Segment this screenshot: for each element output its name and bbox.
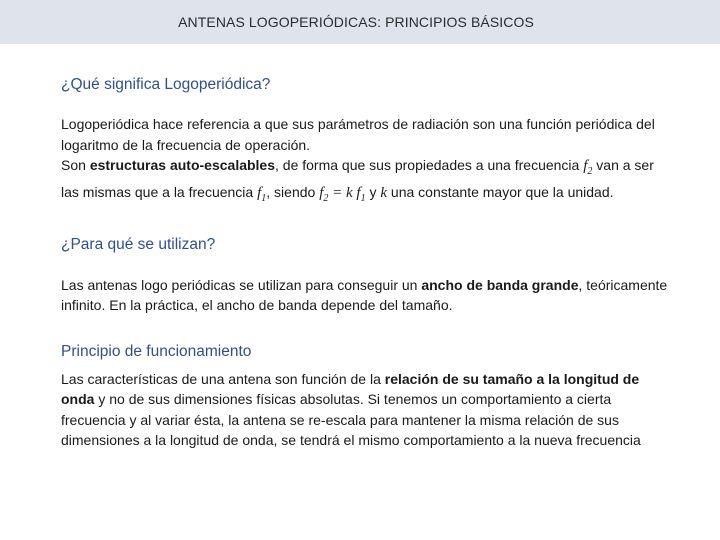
text-span: , teóricamente infinito. En la práctica, el ancho de banda depende del tamaño.: [61, 276, 668, 314]
text-span: y no de sus dimensiones físicas absolutas. Si tenemos un comportamiento a cierta frecuencia y al variar ésta, la antena se re-escala para mantener la misma relación de sus dimensiones a la longitud de onda, se tendrá el mismo comportamiento a la nueva frecuencia: [61, 391, 641, 449]
math-subscript: 2: [323, 193, 329, 205]
text-span: Las características de una antena son función de la: [61, 370, 385, 387]
math-subscript: 1: [360, 193, 366, 205]
text-span: , de forma que sus propiedades a una frecuencia: [275, 157, 584, 173]
bold-term-auto-escalables: estructuras auto-escalables: [89, 157, 276, 173]
math-f: f: [257, 185, 262, 202]
text-span: una constante mayor que la unidad.: [387, 184, 614, 201]
math-f: f: [319, 185, 324, 202]
math-subscript: 2: [587, 165, 593, 177]
text-span: , siendo: [266, 184, 320, 201]
slide-title: ANTENAS LOGOPERIÓDICAS: PRINCIPIOS BÁSICOS: [178, 14, 534, 30]
paragraph-definicion: [61, 114, 671, 210]
text-span: Las antenas logo periódicas se utilizan para conseguir un: [61, 276, 422, 293]
slide-header: [0, 0, 720, 44]
text-span: Son: [61, 157, 90, 173]
math-k: k: [380, 185, 388, 202]
paragraph-definicion-text: Logoperiódica hace referencia a que sus parámetros de radiación son una función periódica del logaritmo de la frecuencia de operación.: [61, 116, 655, 153]
paragraph-principio: [61, 369, 671, 451]
math-f: f: [583, 158, 588, 174]
text-span: y: [365, 184, 381, 201]
math-subscript: 1: [261, 193, 267, 205]
section-heading-significado: ¿Qué significa Logoperiódica?: [61, 76, 271, 93]
bold-term-relacion-tamano: relación de su tamaño a la longitud de onda: [61, 370, 640, 408]
paragraph-utilidad: [61, 275, 671, 316]
section-heading-utilidad: ¿Para qué se utilizan?: [61, 235, 216, 253]
text-span: van a ser las mismas que a la frecuencia: [61, 157, 654, 201]
section-heading-principio: Principio de funcionamiento: [61, 342, 252, 360]
slide-content: [61, 76, 671, 451]
bold-term-ancho-de-banda: ancho de banda grande: [421, 276, 579, 293]
math-equation: = k f: [328, 185, 361, 202]
